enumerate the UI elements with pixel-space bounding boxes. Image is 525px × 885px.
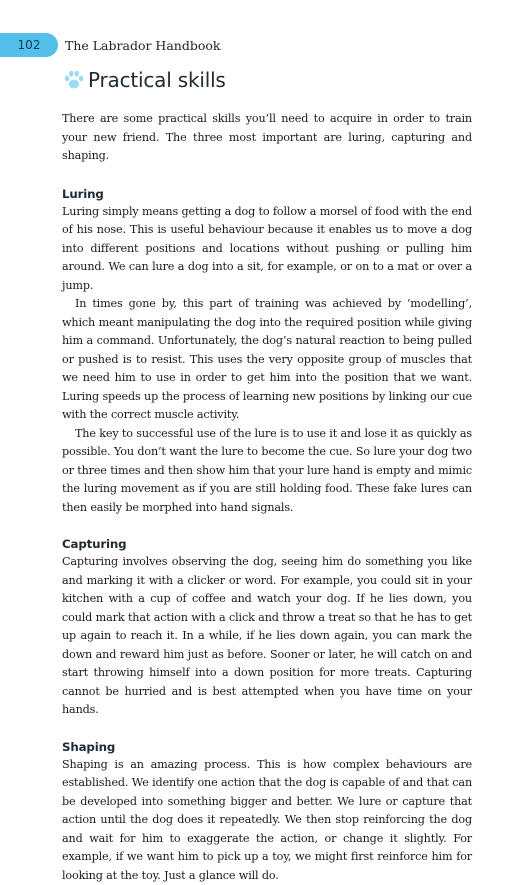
running-title: The Labrador Handbook [65, 38, 220, 53]
shaping-paragraph-1: Shaping is an amazing process. This is how complex behaviours are established. We identify one action that the dog is capable of and that can be developed into something bigger and better. We lure or capture that action until the dog does it repeatedly. We then stop reinforcing the dog and wait for him to exaggerate the action, or change it slightly. For example, if we want him to pick up a toy, we might first reinforce him for looking at the toy. Just a glance will do. [62, 756, 472, 885]
page-number: 102 [18, 38, 41, 52]
body-text [62, 110, 472, 885]
luring-paragraph-1: Luring simply means getting a dog to follow a morsel of food with the end of his nose. This is useful behaviour because it enables us to move a dog into different positions and locations without pushing or pulling him around. We can lure a dog into a sit, for example, or on to a mat or over a jump. [62, 203, 472, 296]
capturing-paragraph-1: Capturing involves observing the dog, seeing him do something you like and marking it with a clicker or word. For example, you could sit in your kitchen with a cup of coffee and watch your dog. If he lies down, you could mark that action with a click and throw a treat so that he has to get up again to reach it. In a while, if he lies down again, you can mark the down and reward him just as before. Sooner or later, he will catch on and start throwing himself into a down position for more treats. Capturing cannot be hurried and is best attempted when you have time on your hands. [62, 553, 472, 720]
luring-paragraph-2: In times gone by, this part of training was achieved by ‘modelling’, which meant manipulating the dog into the required position while giving him a command. Unfortunately, the dog’s natural reaction to being pulled or pushed is to resist. This uses the very opposite group of muscles that we need him to use in order to get him into the position that we want. Luring speeds up the process of learning new positions by linking our cue with the correct muscle activity. [62, 295, 472, 425]
intro-paragraph: There are some practical skills you’ll need to acquire in order to train your new friend. The three most important are luring, capturing and shaping. [62, 110, 472, 166]
paw-print-icon [62, 68, 86, 92]
luring-paragraph-3: The key to successful use of the lure is to use it and lose it as quickly as possible. You don’t want the lure to become the cue. So lure your dog two or three times and then show him that your lure hand is empty and mimic the luring movement as if you are still holding food. These fake lures can then easily be morphed into hand signals. [62, 425, 472, 518]
section-header [62, 68, 226, 92]
page-number-tab [0, 33, 58, 57]
capturing-heading: Capturing [62, 535, 472, 553]
shaping-heading: Shaping [62, 738, 472, 756]
luring-heading: Luring [62, 185, 472, 203]
section-title: Practical skills [88, 68, 226, 92]
